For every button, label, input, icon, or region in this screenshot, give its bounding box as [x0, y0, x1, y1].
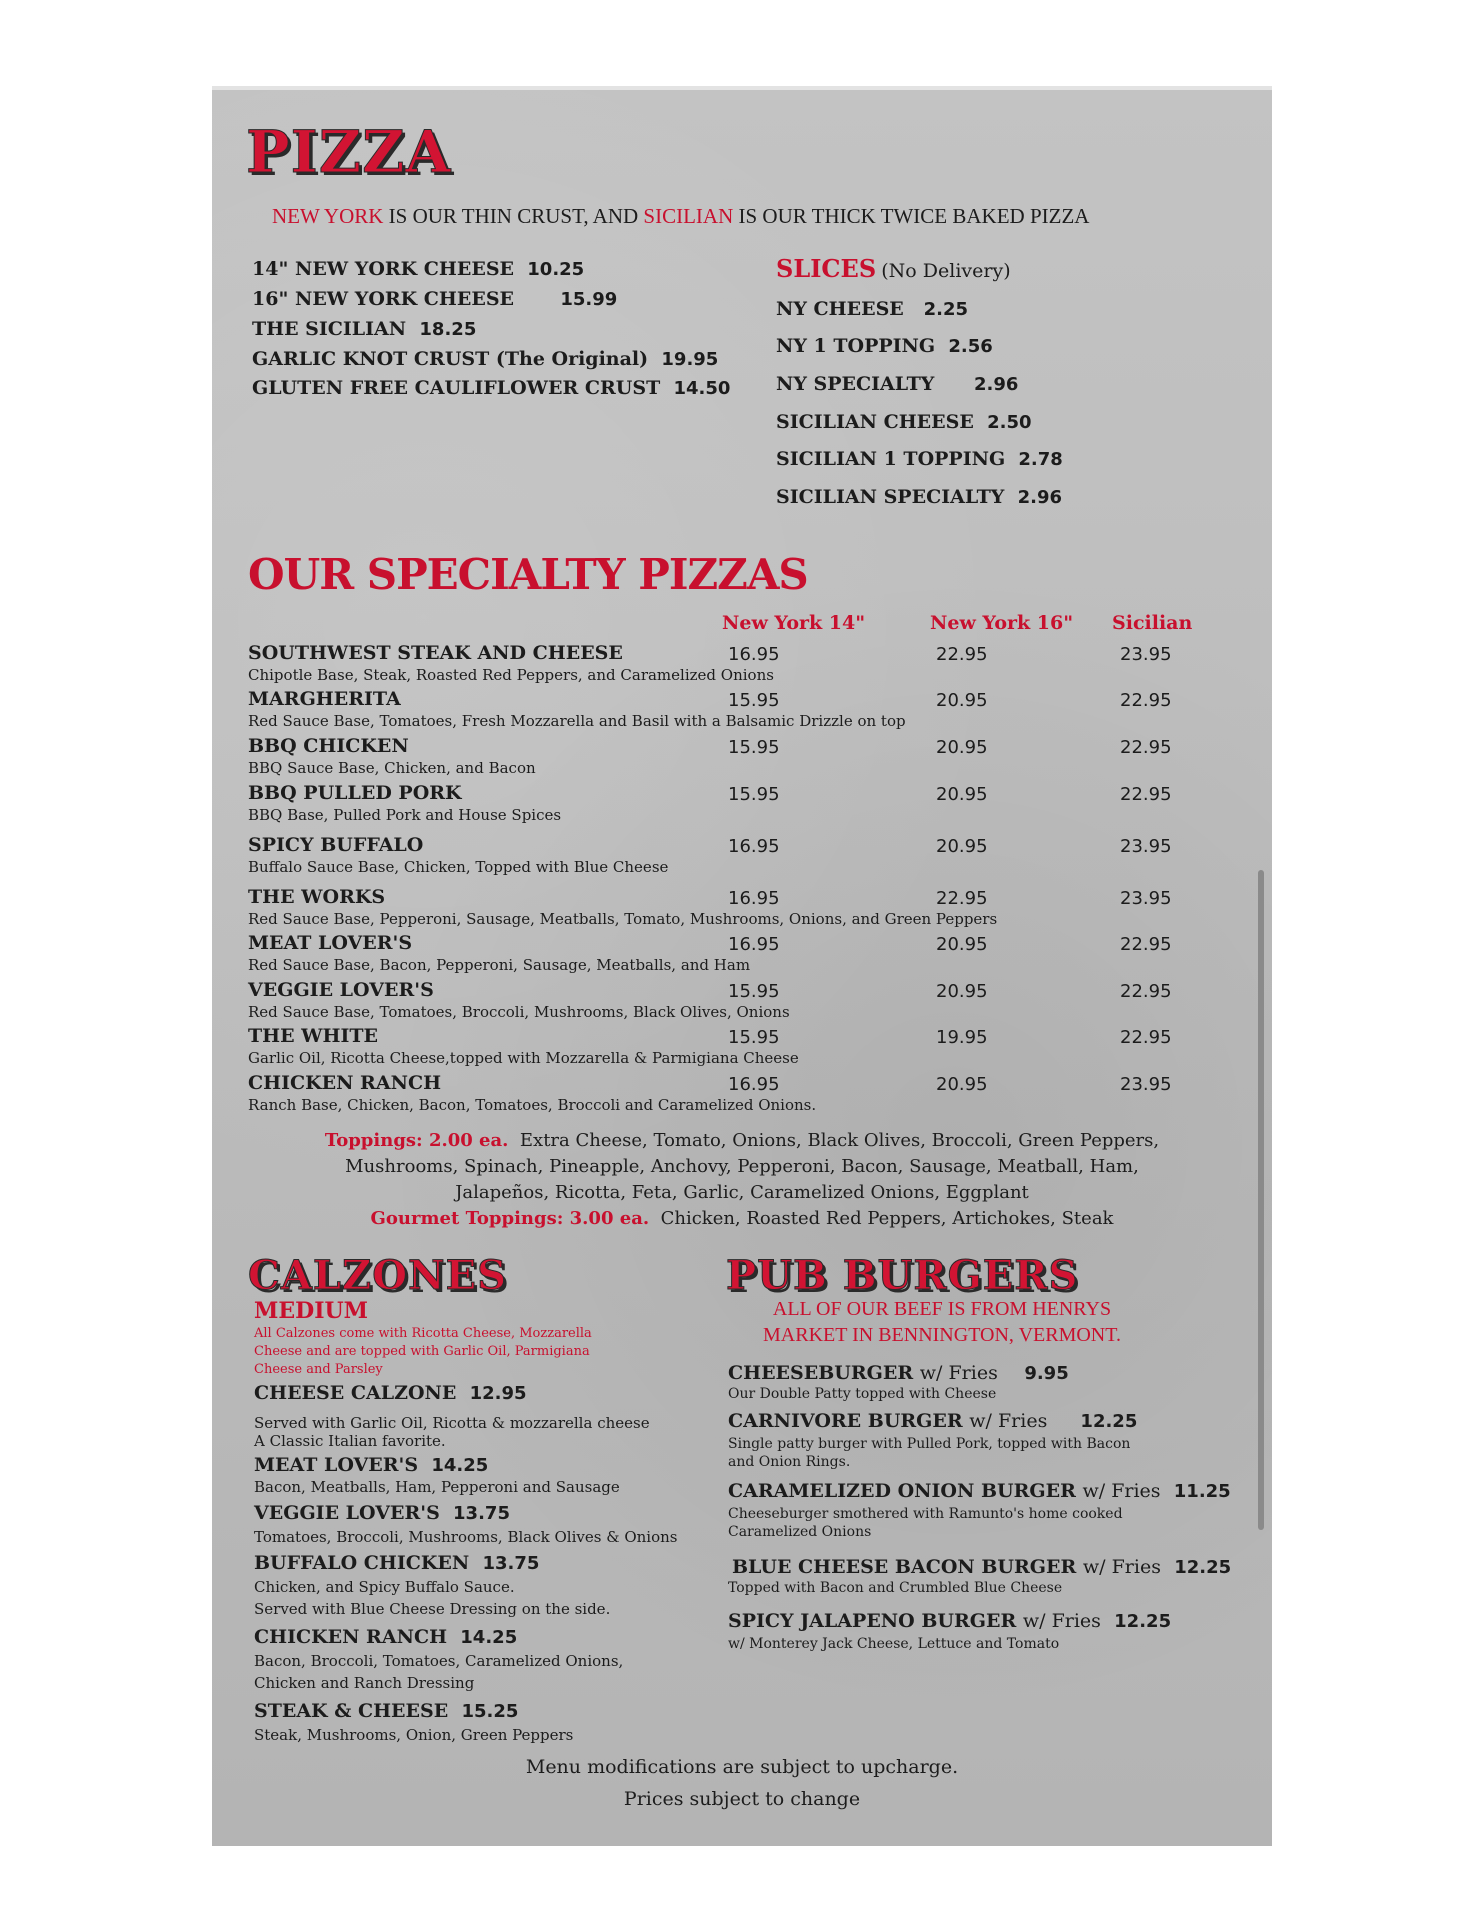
specialty-item-desc: Buffalo Sauce Base, Chicken, Topped with Blue Cheese — [248, 858, 669, 876]
specialty-price-ny14: 15.95 — [728, 690, 780, 711]
calzones-size: MEDIUM — [254, 1298, 369, 1324]
pizza-item: THE SICILIAN 18.25 — [252, 318, 477, 340]
pizza-item: GLUTEN FREE CAULIFLOWER CRUST 14.50 — [252, 377, 731, 399]
specialty-price-ny16: 19.95 — [936, 1027, 988, 1048]
burger-item: CARNIVORE BURGER w/ Fries 12.25 — [728, 1410, 1138, 1432]
specialty-price-ny14: 15.95 — [728, 1027, 780, 1048]
calzone-desc: Served with Blue Cheese Dressing on the side. — [254, 1600, 611, 1618]
burger-item: CHEESEBURGER w/ Fries 9.95 — [728, 1362, 1069, 1384]
burgers-note-1: ALL OF OUR BEEF IS FROM HENRYS — [772, 1298, 1112, 1320]
slice-item: SICILIAN CHEESE 2.50 — [776, 411, 1032, 433]
calzone-desc: Bacon, Broccoli, Tomatoes, Caramelized Onions, — [254, 1652, 624, 1670]
gourmet-toppings: Gourmet Toppings: 3.00 ea. Chicken, Roasted Red Peppers, Artichokes, Steak — [370, 1208, 1114, 1229]
footer-line2: Prices subject to change — [623, 1788, 861, 1810]
burger-desc: w/ Monterey Jack Cheese, Lettuce and Tomato — [728, 1636, 1060, 1652]
calzone-item: CHICKEN RANCH 14.25 — [254, 1626, 518, 1648]
specialty-item-desc: Red Sauce Base, Bacon, Pepperoni, Sausage, Meatballs, and Ham — [248, 956, 751, 974]
slice-item: NY SPECIALTY 2.96 — [776, 373, 1019, 395]
specialty-price-ny14: 15.95 — [728, 981, 780, 1002]
specialty-price-ny14: 16.95 — [728, 888, 780, 909]
specialty-item-desc: BBQ Sauce Base, Chicken, and Bacon — [248, 759, 536, 777]
specialty-price-ny16: 22.95 — [936, 644, 988, 665]
specialty-price-sic: 23.95 — [1120, 836, 1172, 857]
specialty-price-ny14: 15.95 — [728, 737, 780, 758]
pizza-subtitle: NEW YORK IS OUR THIN CRUST, AND SICILIAN IS OUR THICK TWICE BAKED PIZZA — [272, 204, 1090, 228]
specialty-price-ny16: 20.95 — [936, 690, 988, 711]
burger-item: BLUE CHEESE BACON BURGER w/ Fries 12.25 — [732, 1556, 1232, 1578]
specialty-price-sic: 22.95 — [1120, 981, 1172, 1002]
calzone-item: VEGGIE LOVER'S 13.75 — [254, 1502, 510, 1524]
specialty-price-ny14: 16.95 — [728, 934, 780, 955]
burger-desc: and Onion Rings. — [728, 1454, 851, 1470]
specialty-item-desc: Ranch Base, Chicken, Bacon, Tomatoes, Broccoli and Caramelized Onions. — [248, 1096, 817, 1114]
specialty-item-name: MEAT LOVER'S — [248, 932, 413, 954]
specialty-price-ny14: 16.95 — [728, 644, 780, 665]
calzone-item: CHEESE CALZONE 12.95 — [254, 1382, 527, 1404]
specialty-price-sic: 22.95 — [1120, 737, 1172, 758]
burger-desc: Caramelized Onions — [728, 1524, 872, 1540]
calzones-note-2: Cheese and are topped with Garlic Oil, Parmigiana — [254, 1344, 590, 1359]
specialty-price-ny14: 16.95 — [728, 836, 780, 857]
specialty-title: OUR SPECIALTY PIZZAS — [248, 550, 808, 599]
specialty-price-sic: 22.95 — [1120, 690, 1172, 711]
specialty-price-ny14: 16.95 — [728, 1074, 780, 1095]
specialty-price-sic: 22.95 — [1120, 784, 1172, 805]
calzone-item: STEAK & CHEESE 15.25 — [254, 1700, 519, 1722]
specialty-price-ny16: 20.95 — [936, 1074, 988, 1095]
specialty-item-name: BBQ PULLED PORK — [248, 782, 462, 804]
burger-item: SPICY JALAPENO BURGER w/ Fries 12.25 — [728, 1610, 1172, 1632]
pizza-item: 14" NEW YORK CHEESE 10.25 — [252, 258, 585, 280]
calzone-desc: Chicken and Ranch Dressing — [254, 1674, 475, 1692]
col-sicilian: Sicilian — [1112, 612, 1193, 634]
slice-item: SICILIAN SPECIALTY 2.96 — [776, 486, 1062, 508]
specialty-price-ny16: 20.95 — [936, 737, 988, 758]
slices-header: SLICES (No Delivery) — [776, 254, 1011, 283]
slice-item: SICILIAN 1 TOPPING 2.78 — [776, 448, 1063, 470]
calzone-desc: Chicken, and Spicy Buffalo Sauce. — [254, 1578, 515, 1596]
specialty-price-sic: 22.95 — [1120, 934, 1172, 955]
burger-desc: Our Double Patty topped with Cheese — [728, 1386, 997, 1402]
calzones-note-1: All Calzones come with Ricotta Cheese, Mozzarella — [254, 1326, 592, 1341]
specialty-item-name: SPICY BUFFALO — [248, 834, 424, 856]
specialty-price-sic: 22.95 — [1120, 1027, 1172, 1048]
specialty-price-ny16: 22.95 — [936, 888, 988, 909]
burger-desc: Topped with Bacon and Crumbled Blue Cheese — [728, 1580, 1063, 1596]
slice-item: NY CHEESE 2.25 — [776, 298, 969, 320]
toppings-line1: Toppings: 2.00 ea. Extra Cheese, Tomato, Onions, Black Olives, Broccoli, Green Peppers, — [324, 1130, 1160, 1151]
toppings-line2: Mushrooms, Spinach, Pineapple, Anchovy, Pepperoni, Bacon, Sausage, Meatball, Ham, — [345, 1156, 1139, 1177]
specialty-item-desc: Red Sauce Base, Tomatoes, Fresh Mozzarella and Basil with a Balsamic Drizzle on top — [248, 712, 906, 730]
specialty-item-desc: BBQ Base, Pulled Pork and House Spices — [248, 806, 562, 824]
specialty-item-name: THE WORKS — [248, 886, 386, 908]
specialty-price-sic: 23.95 — [1120, 888, 1172, 909]
specialty-item-name: SOUTHWEST STEAK AND CHEESE — [248, 642, 623, 664]
specialty-item-desc: Red Sauce Base, Tomatoes, Broccoli, Mushrooms, Black Olives, Onions — [248, 1003, 790, 1021]
specialty-item-name: MARGHERITA — [248, 688, 401, 710]
burgers-note-2: MARKET IN BENNINGTON, VERMONT. — [763, 1324, 1121, 1346]
specialty-price-ny14: 15.95 — [728, 784, 780, 805]
calzone-item: BUFFALO CHICKEN 13.75 — [254, 1552, 540, 1574]
calzone-desc: Steak, Mushrooms, Onion, Green Peppers — [254, 1726, 574, 1744]
specialty-price-ny16: 20.95 — [936, 981, 988, 1002]
calzone-desc: Tomatoes, Broccoli, Mushrooms, Black Olives & Onions — [254, 1528, 678, 1546]
specialty-price-ny16: 20.95 — [936, 784, 988, 805]
specialty-item-desc: Garlic Oil, Ricotta Cheese,topped with Mozzarella & Parmigiana Cheese — [248, 1049, 799, 1067]
calzone-desc: A Classic Italian favorite. — [254, 1432, 446, 1450]
calzone-item: MEAT LOVER'S 14.25 — [254, 1454, 489, 1476]
scrollbar[interactable] — [1258, 870, 1264, 1530]
burger-desc: Cheeseburger smothered with Ramunto's home cooked — [728, 1506, 1123, 1522]
specialty-item-name: BBQ CHICKEN — [248, 735, 409, 757]
pizza-item: 16" NEW YORK CHEESE 15.99 — [252, 288, 618, 310]
specialty-item-name: THE WHITE — [248, 1025, 378, 1047]
specialty-price-sic: 23.95 — [1120, 644, 1172, 665]
footer-line1: Menu modifications are subject to upcharge. — [525, 1756, 959, 1778]
burger-item: CARAMELIZED ONION BURGER w/ Fries 11.25 — [728, 1480, 1231, 1502]
specialty-item-desc: Chipotle Base, Steak, Roasted Red Peppers, and Caramelized Onions — [248, 666, 774, 684]
calzones-note-3: Cheese and Parsley — [254, 1362, 383, 1377]
specialty-price-ny16: 20.95 — [936, 934, 988, 955]
specialty-item-desc: Red Sauce Base, Pepperoni, Sausage, Meatballs, Tomato, Mushrooms, Onions, and Green Peppers — [248, 910, 998, 928]
pizza-item: GARLIC KNOT CRUST (The Original) 19.95 — [252, 348, 719, 370]
specialty-item-name: CHICKEN RANCH — [248, 1072, 442, 1094]
col-ny16: New York 16" — [930, 612, 1074, 634]
calzones-title: CALZONES — [248, 1252, 507, 1299]
menu-card — [212, 86, 1272, 1846]
slice-item: NY 1 TOPPING 2.56 — [776, 335, 993, 357]
burger-desc: Single patty burger with Pulled Pork, topped with Bacon — [728, 1436, 1131, 1452]
col-ny14: New York 14" — [722, 612, 866, 634]
pizza-title: PIZZA — [246, 118, 452, 186]
burgers-title: PUB BURGERS — [726, 1252, 1079, 1299]
specialty-item-name: VEGGIE LOVER'S — [248, 979, 434, 1001]
calzone-desc: Bacon, Meatballs, Ham, Pepperoni and Sausage — [254, 1478, 620, 1496]
specialty-price-ny16: 20.95 — [936, 836, 988, 857]
calzone-desc: Served with Garlic Oil, Ricotta & mozzarella cheese — [254, 1414, 650, 1432]
specialty-price-sic: 23.95 — [1120, 1074, 1172, 1095]
toppings-line3: Jalapeños, Ricotta, Feta, Garlic, Caramelized Onions, Eggplant — [455, 1182, 1029, 1203]
